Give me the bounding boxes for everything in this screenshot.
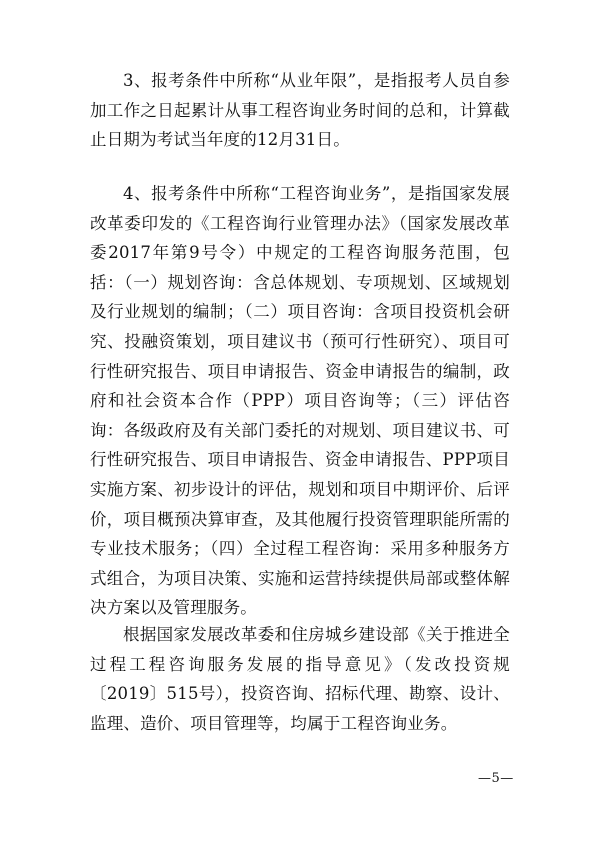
paragraph-guidance-opinion: 根据国家发展改革委和住房城乡建设部《关于推进全过程工程咨询服务发展的指导意见》（发改投资规〔2019〕515号），投资咨询、招标代理、勘察、设计、监理、造价、项目管理等，均属于工程咨询业务。 (90, 625, 510, 733)
paragraph-employment-years: 3、报考条件中所称“从业年限”，是指报考人员自参加工作之日起累计从事工程咨询业务时间的总和，计算截止日期为考试当年度的12月31日。 (90, 71, 510, 150)
paragraph-consulting-business: 4、报考条件中所称“工程咨询业务”，是指国家发展改革委印发的《工程咨询行业管理办法》（国家发展改革委2017年第9号令）中规定的工程咨询服务范围，包括：（一）规划咨询：含总体规划、专项规划、区域规划及行业规划的编制；（二）项目咨询：含项目投资机会研究、投融资策划，项目建议书（预可行性研究）、项目可行性研究报告、项目申请报告、资金申请报告的编制，政府和社会资本合作（PPP）项目咨询等；（三）评估咨询：各级政府及有关部门委托的对规划、项目建议书、可行性研究报告、项目申请报告、资金申请报告、PPP项目实施方案、初步设计的评估，规划和项目中期评价、后评价，项目概预决算审查，及其他履行投资管理职能所需的专业技术服务；（四）全过程工程咨询：采用多种服务方式组合，为项目决策、实施和运营持续提供局部或整体解决方案以及管理服务。 (90, 184, 510, 618)
page-number: —5— (478, 771, 514, 786)
